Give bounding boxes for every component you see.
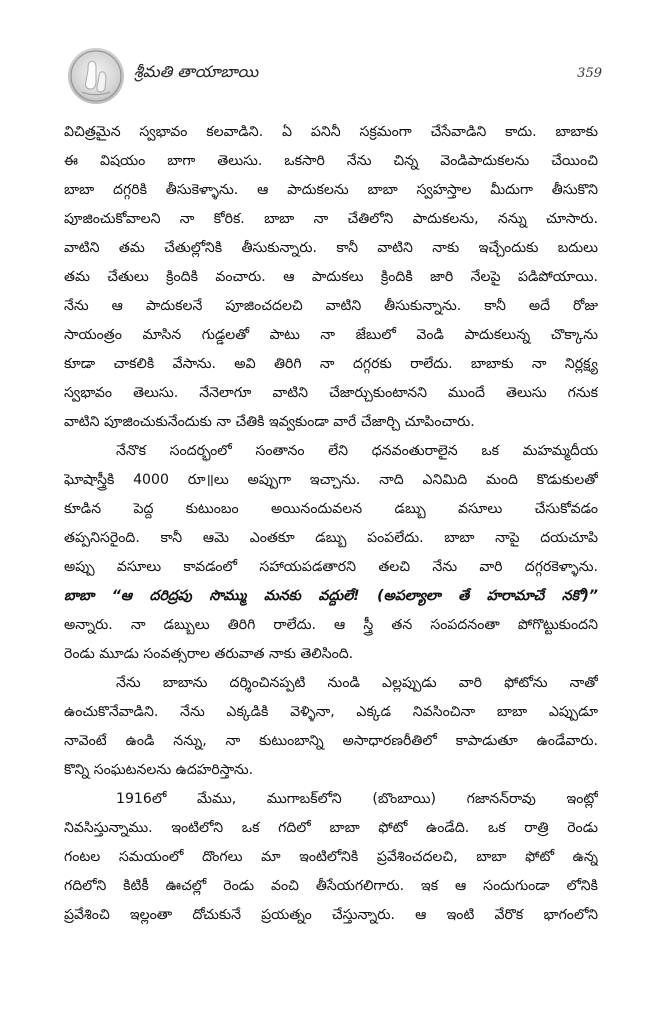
text-line: సాయంత్రం మాసిన గుడ్డలతో పాటు నా జేబులో వెండి పాదుకలున్న చొక్కాను bbox=[64, 327, 598, 343]
paragraph-2 bbox=[64, 437, 598, 669]
text-line: వాటిని తమ చేతుల్లోనికి తీసుకున్నారు. కానీ వాటిని నాకు ఇచ్చేందుకు బదులు bbox=[64, 240, 598, 256]
paragraph-4 bbox=[64, 785, 598, 930]
text-line: నేనొక సందర్భంలో సంతానం లేని ధనవంతురాలైన ఒక మహమ్మదీయ bbox=[116, 443, 598, 459]
body-text bbox=[64, 118, 598, 930]
text-line: పూజించుకోవాలని నా కోరిక. బాబా నా చేతిలోని పాదుకలను, నన్ను చూసారు. bbox=[64, 211, 598, 227]
text-line: ఈ విషయం బాగా తెలుసు. ఒకసారి నేను చిన్న వెండిపాదుకలను చేయించి bbox=[64, 153, 598, 169]
text-line: కూడా చాకలికి వేసాను. అవి తిరిగి నా దగ్గరకు రాలేదు. బాబాకు నా నిర్లక్ష్య bbox=[64, 356, 598, 372]
text-line: ప్రవేశించి ఇల్లంతా దోచుకునే ప్రయత్నం చేస్తున్నారు. ఆ ఇంటి వేరొక భాగంలోని bbox=[64, 907, 598, 923]
text-line: నివసిస్తున్నాము. ఇంటిలోని ఒక గదిలో బాబా ఫోటో ఉండేది. ఒక రాత్రి రెండు bbox=[64, 820, 598, 836]
text-line: స్వభావం తెలుసు. నేనెలాగూ వాటిని చేజార్చుకుంటానని ముందే తెలుసు గనుక bbox=[64, 385, 598, 401]
text-line: వాటిని పూజించుకునేందుకు నా చేతికి ఇవ్వకుండా వారే చేజార్చి చూపించారు. bbox=[64, 414, 475, 430]
paragraph-3 bbox=[64, 669, 598, 785]
sai-padukas-icon bbox=[68, 48, 124, 104]
text-line: కొన్ని సంఘటనలను ఉదహరిస్తాను. bbox=[64, 762, 254, 778]
quote-line: బాబా “ఆ దరిద్రపు సొమ్ము మనకు వద్దులే! (అపల్యాలా తే హరామాచే నకో)” bbox=[64, 588, 598, 604]
paragraph-1 bbox=[64, 118, 598, 437]
page-number: 359 bbox=[577, 66, 602, 81]
text-line: నావెంటే ఉండి నన్ను, నా కుటుంబాన్ని అసాధారణరీతిలో కాపాడుతూ ఉండేవారు. bbox=[64, 733, 598, 749]
text-line: నేను బాబాను దర్శించినప్పటి నుండి ఎల్లప్పుడు వారి ఫోటోను నాతో bbox=[116, 675, 598, 691]
page-header bbox=[68, 48, 608, 106]
text-line: ఘోషాస్త్రీకి 4000 రూ॥లు అప్పుగా ఇచ్చాను. నాది ఎనిమిది మంది కొడుకులతో bbox=[64, 472, 598, 488]
text-line: 1916లో మేము, ముగాబక్‌లోని (బొంబాయి) గజానన్‌రావు ఇంట్లో bbox=[116, 791, 598, 807]
text-line: బాబా దగ్గరికి తీసుకెళ్ళాను. ఆ పాదుకలను బాబా స్వహస్తాల మీదుగా తీసుకొని bbox=[64, 182, 598, 198]
text-line: గంటల సమయంలో దొంగలు మా ఇంటిలోనికి ప్రవేశించదలచి, బాబా ఫోటో ఉన్న bbox=[64, 849, 598, 865]
text-line: ఉంచుకొనేవాడిని. నేను ఎక్కడికి వెళ్ళినా, ఎక్కడ నివసించినా బాబా ఎప్పుడూ bbox=[64, 704, 598, 720]
text-line: కూడిన పెద్ద కుటుంబం అయినందువలన డబ్బు వసూలు చేసుకోవడం bbox=[64, 501, 598, 517]
text-line: నేను ఆ పాదుకలనే పూజించదలచి వాటిని తీసుకున్నాను. కానీ అదే రోజు bbox=[64, 298, 598, 314]
text-line: అప్పు వసూలు కావడంలో సహాయపడతారని తలచి నేను వారి దగ్గరకెళ్ళాను. bbox=[64, 559, 598, 575]
running-title: శ్రీమతి తాయాబాయి bbox=[134, 62, 259, 81]
text-line: విచిత్రమైన స్వభావం కలవాడిని. ఏ పనినీ సక్రమంగా చేసేవాడిని కాదు. బాబాకు bbox=[64, 124, 598, 140]
text-line: గదిలోని కిటికీ ఊచల్లో రెండు వంచి తీసేయగలిగారు. ఇక ఆ సందుగుండా లోనికి bbox=[64, 878, 598, 894]
text-line: రెండు మూడు సంవత్సరాల తరువాత నాకు తెలిసింది. bbox=[64, 646, 354, 662]
text-line: తమ చేతులు క్రిందికి వంచారు. ఆ పాదుకలు క్రిందికి జారి నేలపై పడిపోయాయి. bbox=[64, 269, 598, 285]
text-line: అన్నారు. నా డబ్బులు తిరిగి రాలేదు. ఆ స్త్రీ తన సంపదనంతా పోగొట్టుకుందని bbox=[64, 617, 598, 633]
text-line: తప్పనిసరైంది. కానీ ఆమె ఎంతకూ డబ్బు పంపలేదు. బాబా నాపై దయచూపి bbox=[64, 530, 598, 546]
